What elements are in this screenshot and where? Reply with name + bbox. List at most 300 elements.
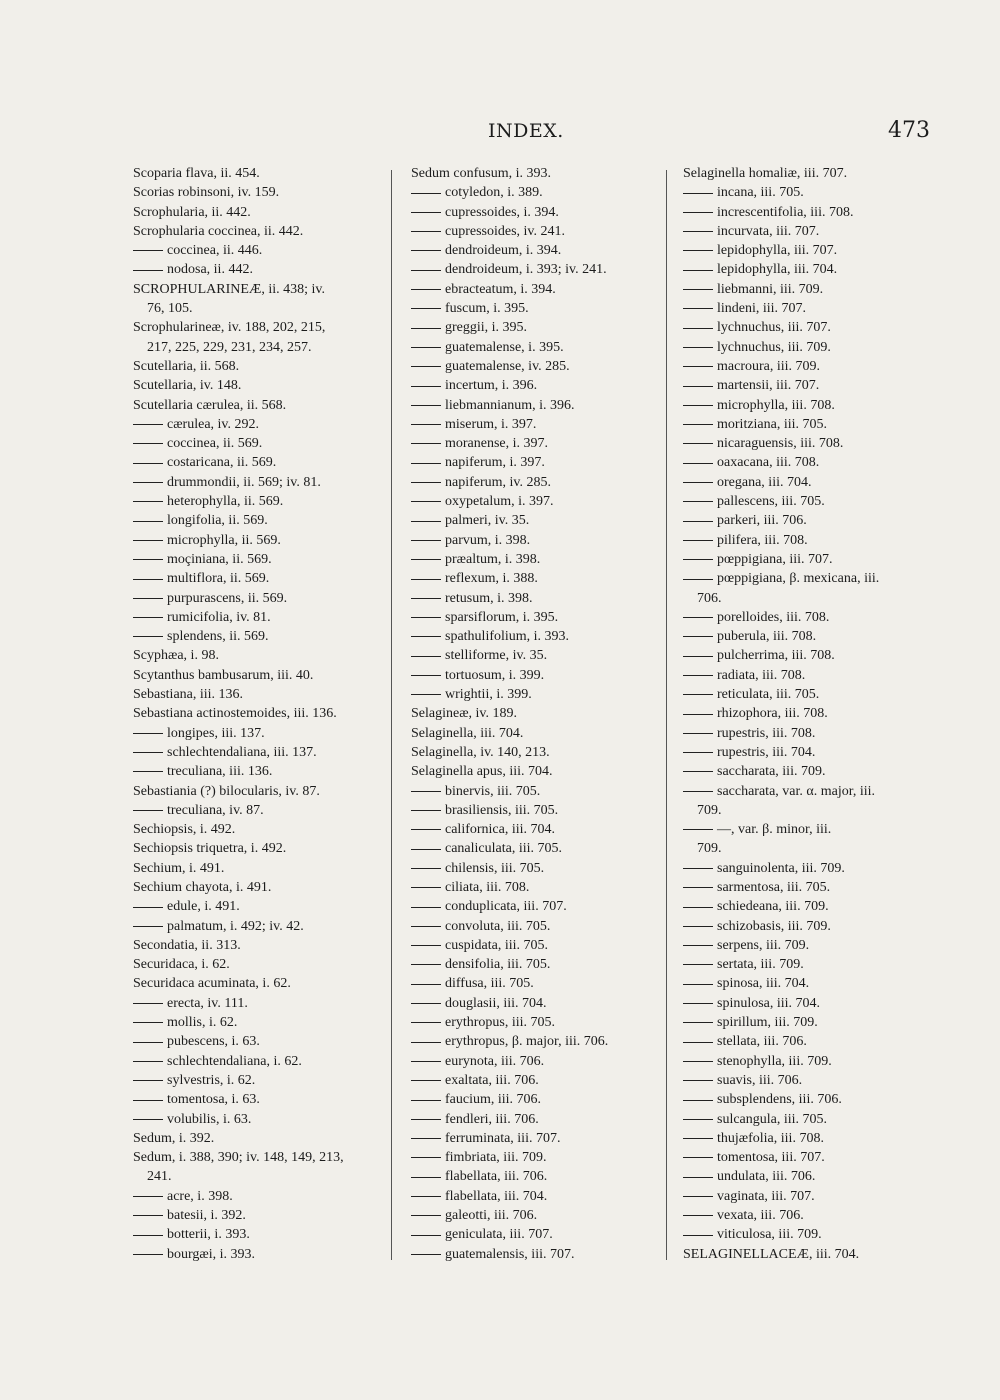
index-entry xyxy=(411,646,651,665)
index-entry xyxy=(411,839,651,858)
index-entry xyxy=(411,627,651,646)
index-entry-text: convoluta, iii. 705. xyxy=(445,918,551,934)
index-entry-text: napiferum, i. 397. xyxy=(445,455,545,471)
ditto-dash xyxy=(411,386,441,387)
index-entry-text: flabellata, iii. 706. xyxy=(445,1169,548,1185)
index-entry-text: Scytanthus bambusarum, iii. 40. xyxy=(133,667,314,683)
ditto-dash xyxy=(683,926,713,927)
ditto-dash xyxy=(411,1254,441,1255)
index-entry-text: liebmannianum, i. 396. xyxy=(445,397,575,413)
index-entry xyxy=(411,1110,651,1129)
index-entry xyxy=(683,473,913,492)
ditto-dash xyxy=(133,424,163,425)
index-entry-text: acre, i. 398. xyxy=(167,1188,233,1204)
index-entry xyxy=(411,1225,651,1244)
index-entry xyxy=(683,376,913,395)
index-entry xyxy=(133,164,383,183)
index-entry xyxy=(411,318,651,337)
index-entry xyxy=(133,589,383,608)
index-entry-text: serpens, iii. 709. xyxy=(717,937,810,953)
index-entry xyxy=(411,376,651,395)
ditto-dash xyxy=(411,579,441,580)
index-entry xyxy=(133,994,383,1013)
index-entry-text: wrightii, i. 399. xyxy=(445,687,532,703)
index-entry-text: Sechium, i. 491. xyxy=(133,860,225,876)
ditto-dash xyxy=(683,617,713,618)
index-entry-text: lepidophylla, iii. 704. xyxy=(717,262,838,278)
index-entry xyxy=(133,299,383,318)
index-entry-text: Scrophularineæ, iv. 188, 202, 215, xyxy=(133,320,326,336)
ditto-dash xyxy=(133,463,163,464)
index-entry xyxy=(683,608,913,627)
index-entry-text: californica, iii. 704. xyxy=(445,822,556,838)
index-entry xyxy=(411,550,651,569)
ditto-dash xyxy=(411,636,441,637)
index-entry-text: rhizophora, iii. 708. xyxy=(717,706,828,722)
index-entry xyxy=(133,1225,383,1244)
ditto-dash xyxy=(683,443,713,444)
index-entry xyxy=(411,897,651,916)
index-entry-text: increscentifolia, iii. 708. xyxy=(717,204,854,220)
ditto-dash xyxy=(411,984,441,985)
index-entry-text: lindeni, iii. 707. xyxy=(717,301,807,317)
index-entry-text: præaltum, i. 398. xyxy=(445,551,541,567)
index-entry-text: Scutellaria, iv. 148. xyxy=(133,378,242,394)
index-entry xyxy=(411,704,651,723)
index-entry-text: moranense, i. 397. xyxy=(445,436,549,452)
index-entry xyxy=(411,1013,651,1032)
ditto-dash xyxy=(683,231,713,232)
ditto-dash xyxy=(411,366,441,367)
index-entry xyxy=(683,897,913,916)
index-entry xyxy=(411,801,651,820)
index-entry xyxy=(133,685,383,704)
ditto-dash xyxy=(683,675,713,676)
index-entry-text: thujæfolia, iii. 708. xyxy=(717,1130,824,1146)
ditto-dash xyxy=(411,424,441,425)
index-entry xyxy=(683,936,913,955)
index-entry xyxy=(683,820,913,839)
index-entry-text: Selaginella apus, iii. 704. xyxy=(411,764,553,780)
index-entry xyxy=(411,666,651,685)
column-rule xyxy=(666,170,667,1260)
index-entry xyxy=(683,569,913,588)
index-entry xyxy=(133,1129,383,1148)
index-entry xyxy=(133,1013,383,1032)
index-entry xyxy=(683,589,913,608)
index-entry-text: ferruminata, iii. 707. xyxy=(445,1130,561,1146)
ditto-dash xyxy=(683,1157,713,1158)
ditto-dash xyxy=(683,984,713,985)
ditto-dash xyxy=(683,752,713,753)
index-entry-text: reflexum, i. 388. xyxy=(445,571,538,587)
ditto-dash xyxy=(133,1235,163,1236)
index-entry-text: longifolia, ii. 569. xyxy=(167,513,268,529)
ditto-dash xyxy=(683,463,713,464)
index-entry-text: ciliata, iii. 708. xyxy=(445,879,530,895)
index-entry xyxy=(133,1167,383,1186)
ditto-dash xyxy=(683,714,713,715)
ditto-dash xyxy=(683,1003,713,1004)
index-entry xyxy=(683,743,913,762)
ditto-dash xyxy=(683,1022,713,1023)
index-entry-text: sertata, iii. 709. xyxy=(717,957,804,973)
index-entry xyxy=(683,318,913,337)
index-entry xyxy=(411,955,651,974)
index-entry-text: stenophylla, iii. 709. xyxy=(717,1053,832,1069)
index-entry-text: Selaginella homaliæ, iii. 707. xyxy=(683,166,848,181)
ditto-dash xyxy=(683,733,713,734)
index-entry-text: Securidaca, i. 62. xyxy=(133,957,230,973)
index-entry xyxy=(411,743,651,762)
index-entry-text: lychnuchus, iii. 707. xyxy=(717,320,831,336)
index-entry-text: exaltata, iii. 706. xyxy=(445,1072,539,1088)
index-entry-text: guatemalense, i. 395. xyxy=(445,339,564,355)
index-entry xyxy=(133,743,383,762)
ditto-dash xyxy=(411,405,441,406)
index-entry xyxy=(683,1013,913,1032)
index-entry xyxy=(411,917,651,936)
index-entry-text: edule, i. 491. xyxy=(167,899,240,915)
index-entry-text: miserum, i. 397. xyxy=(445,416,537,432)
index-entry xyxy=(683,646,913,665)
index-entry xyxy=(683,955,913,974)
index-entry xyxy=(133,878,383,897)
ditto-dash xyxy=(683,521,713,522)
index-entry xyxy=(133,376,383,395)
index-entry xyxy=(683,1206,913,1225)
ditto-dash xyxy=(411,829,441,830)
index-entry-text: sulcangula, iii. 705. xyxy=(717,1111,828,1127)
index-entry xyxy=(411,280,651,299)
ditto-dash xyxy=(411,1100,441,1101)
index-entry xyxy=(133,782,383,801)
ditto-dash xyxy=(683,771,713,772)
index-entry xyxy=(683,396,913,415)
index-entry-text: Scyphæa, i. 98. xyxy=(133,648,219,664)
ditto-dash xyxy=(683,366,713,367)
ditto-dash xyxy=(683,193,713,194)
index-entry xyxy=(683,492,913,511)
ditto-dash xyxy=(411,289,441,290)
index-entry-text: purpurascens, ii. 569. xyxy=(167,590,288,606)
ditto-dash xyxy=(411,559,441,560)
index-entry xyxy=(411,299,651,318)
index-entry-text: fimbriata, iii. 709. xyxy=(445,1150,547,1166)
index-entry-text: Secondatia, ii. 313. xyxy=(133,937,241,953)
index-entry-text: radiata, iii. 708. xyxy=(717,667,806,683)
index-entry-text: douglasii, iii. 704. xyxy=(445,995,547,1011)
index-entry xyxy=(683,1167,913,1186)
index-entry-text: geniculata, iii. 707. xyxy=(445,1227,553,1243)
index-entry-text: eurynota, iii. 706. xyxy=(445,1053,545,1069)
index-entry xyxy=(133,415,383,434)
ditto-dash xyxy=(411,193,441,194)
index-entry-text: nicaraguensis, iii. 708. xyxy=(717,436,844,452)
ditto-dash xyxy=(133,1196,163,1197)
ditto-dash xyxy=(133,598,163,599)
index-entry-text: Sebastiana, iii. 136. xyxy=(133,687,244,703)
ditto-dash xyxy=(683,868,713,869)
index-column-3 xyxy=(683,164,913,1264)
index-entry xyxy=(411,453,651,472)
index-entry-text: Scrophularia coccinea, ii. 442. xyxy=(133,223,304,239)
index-entry xyxy=(133,955,383,974)
index-entry-text: Sebastiana actinostemoides, iii. 136. xyxy=(133,706,337,722)
index-entry xyxy=(133,318,383,337)
index-entry xyxy=(683,666,913,685)
index-entry xyxy=(411,164,651,183)
ditto-dash xyxy=(411,347,441,348)
ditto-dash xyxy=(683,386,713,387)
index-entry-text: Selaginella, iii. 704. xyxy=(411,725,524,741)
index-entry-text: microphylla, ii. 569. xyxy=(167,532,281,548)
index-entry-text: SCROPHULARINEÆ, ii. 438; iv. xyxy=(133,281,326,297)
index-entry-text: cupressoides, i. 394. xyxy=(445,204,559,220)
index-entry xyxy=(133,627,383,646)
ditto-dash xyxy=(411,1215,441,1216)
index-entry xyxy=(683,434,913,453)
index-entry xyxy=(683,724,913,743)
ditto-dash xyxy=(411,907,441,908)
ditto-dash xyxy=(683,656,713,657)
ditto-dash xyxy=(133,579,163,580)
index-entry xyxy=(133,222,383,241)
index-entry-text: treculiana, iii. 136. xyxy=(167,764,273,780)
index-entry-text: parvum, i. 398. xyxy=(445,532,531,548)
index-entry-text: cærulea, iv. 292. xyxy=(167,416,260,432)
ditto-dash xyxy=(411,656,441,657)
index-entry xyxy=(133,859,383,878)
index-entry xyxy=(683,685,913,704)
column-rule xyxy=(391,170,392,1260)
index-entry-text: saccharata, iii. 709. xyxy=(717,764,826,780)
index-entry xyxy=(133,569,383,588)
ditto-dash xyxy=(683,501,713,502)
ditto-dash xyxy=(411,598,441,599)
index-entry xyxy=(133,338,383,357)
index-entry xyxy=(133,897,383,916)
index-entry-text: Sedum, i. 392. xyxy=(133,1130,215,1146)
index-entry xyxy=(683,994,913,1013)
index-entry xyxy=(133,183,383,202)
index-entry-text: brasiliensis, iii. 705. xyxy=(445,802,559,818)
index-entry xyxy=(411,1090,651,1109)
index-entry xyxy=(411,1032,651,1051)
index-entry xyxy=(133,917,383,936)
index-entry-text: rupestris, iii. 708. xyxy=(717,725,816,741)
ditto-dash xyxy=(411,887,441,888)
ditto-dash xyxy=(683,405,713,406)
index-entry-text: splendens, ii. 569. xyxy=(167,629,269,645)
index-entry xyxy=(683,1032,913,1051)
index-entry xyxy=(411,1167,651,1186)
ditto-dash xyxy=(411,501,441,502)
ditto-dash xyxy=(411,868,441,869)
ditto-dash xyxy=(683,424,713,425)
ditto-dash xyxy=(683,1235,713,1236)
index-entry xyxy=(411,724,651,743)
index-entry xyxy=(133,1206,383,1225)
index-entry-text: Sedum, i. 388, 390; iv. 148, 149, 213, xyxy=(133,1150,344,1166)
index-entry-text: reticulata, iii. 705. xyxy=(717,687,820,703)
index-entry-text: stellata, iii. 706. xyxy=(717,1034,807,1050)
index-entry xyxy=(133,1052,383,1071)
index-entry xyxy=(683,1225,913,1244)
index-entry xyxy=(133,762,383,781)
index-entry xyxy=(683,1110,913,1129)
index-entry xyxy=(411,338,651,357)
ditto-dash xyxy=(683,1196,713,1197)
ditto-dash xyxy=(133,1022,163,1023)
ditto-dash xyxy=(133,617,163,618)
index-entry xyxy=(133,801,383,820)
ditto-dash xyxy=(133,1215,163,1216)
ditto-dash xyxy=(683,482,713,483)
index-entry-text: martensii, iii. 707. xyxy=(717,378,820,394)
index-entry xyxy=(411,1206,651,1225)
ditto-dash xyxy=(133,752,163,753)
ditto-dash xyxy=(411,791,441,792)
index-entry xyxy=(411,434,651,453)
ditto-dash xyxy=(411,1196,441,1197)
ditto-dash xyxy=(683,1177,713,1178)
ditto-dash xyxy=(411,1080,441,1081)
index-entry xyxy=(411,782,651,801)
ditto-dash xyxy=(133,1042,163,1043)
ditto-dash xyxy=(683,964,713,965)
index-entry xyxy=(683,222,913,241)
index-entry xyxy=(683,357,913,376)
ditto-dash xyxy=(411,849,441,850)
index-entry-text: 709. xyxy=(697,841,722,857)
index-entry-text: 241. xyxy=(147,1169,172,1185)
index-entry xyxy=(411,396,651,415)
index-entry xyxy=(683,241,913,260)
index-entry xyxy=(411,473,651,492)
index-entry-text: volubilis, i. 63. xyxy=(167,1111,252,1127)
index-entry-text: conduplicata, iii. 707. xyxy=(445,899,567,915)
index-entry-text: cuspidata, iii. 705. xyxy=(445,937,549,953)
index-entry-text: pulcherrima, iii. 708. xyxy=(717,648,835,664)
ditto-dash xyxy=(133,1119,163,1120)
index-entry-text: Scorias robinsoni, iv. 159. xyxy=(133,185,280,201)
index-entry xyxy=(411,608,651,627)
index-entry-text: sanguinolenta, iii. 709. xyxy=(717,860,845,876)
ditto-dash xyxy=(411,1119,441,1120)
ditto-dash xyxy=(133,270,163,271)
index-entry xyxy=(411,415,651,434)
index-entry-text: tortuosum, i. 399. xyxy=(445,667,545,683)
index-entry xyxy=(411,492,651,511)
index-entry-text: sylvestris, i. 62. xyxy=(167,1072,256,1088)
index-entry-text: palmatum, i. 492; iv. 42. xyxy=(167,918,304,934)
index-entry-text: dendroideum, i. 394. xyxy=(445,243,562,259)
index-entry-text: guatemalense, iv. 285. xyxy=(445,358,570,374)
index-entry xyxy=(411,994,651,1013)
ditto-dash xyxy=(683,250,713,251)
ditto-dash xyxy=(411,1003,441,1004)
ditto-dash xyxy=(411,694,441,695)
index-entry xyxy=(683,183,913,202)
index-entry-text: cupressoides, iv. 241. xyxy=(445,223,566,239)
index-entry xyxy=(683,203,913,222)
index-entry-text: pœppigiana, β. mexicana, iii. xyxy=(717,571,880,587)
index-entry xyxy=(411,241,651,260)
index-entry xyxy=(411,569,651,588)
index-entry xyxy=(683,280,913,299)
index-entry xyxy=(133,820,383,839)
index-entry-text: spirillum, iii. 709. xyxy=(717,1015,818,1031)
ditto-dash xyxy=(133,810,163,811)
index-entry xyxy=(133,608,383,627)
ditto-dash xyxy=(133,733,163,734)
ditto-dash xyxy=(683,1138,713,1139)
index-entry xyxy=(411,357,651,376)
ditto-dash xyxy=(411,308,441,309)
index-entry xyxy=(133,646,383,665)
index-entry xyxy=(411,936,651,955)
ditto-dash xyxy=(411,1042,441,1043)
index-entry xyxy=(133,936,383,955)
index-entry xyxy=(133,1110,383,1129)
ditto-dash xyxy=(683,308,713,309)
index-entry-text: Scoparia flava, ii. 454. xyxy=(133,166,260,181)
index-entry-text: sarmentosa, iii. 705. xyxy=(717,879,831,895)
ditto-dash xyxy=(683,829,713,830)
ditto-dash xyxy=(411,212,441,213)
ditto-dash xyxy=(411,463,441,464)
index-entry-text: erythropus, β. major, iii. 706. xyxy=(445,1034,609,1050)
index-entry xyxy=(411,974,651,993)
index-entry-text: pœppigiana, iii. 707. xyxy=(717,551,833,567)
index-entry xyxy=(411,762,651,781)
index-entry xyxy=(683,550,913,569)
ditto-dash xyxy=(133,482,163,483)
ditto-dash xyxy=(683,945,713,946)
ditto-dash xyxy=(411,675,441,676)
index-entry-text: 76, 105. xyxy=(147,301,193,317)
index-entry xyxy=(133,434,383,453)
index-entry xyxy=(683,260,913,279)
index-entry xyxy=(683,338,913,357)
index-entry-text: tomentosa, i. 63. xyxy=(167,1092,260,1108)
index-entry-text: SELAGINELLACEÆ, iii. 704. xyxy=(683,1246,860,1262)
index-entry xyxy=(133,974,383,993)
index-entry xyxy=(133,260,383,279)
index-entry xyxy=(411,511,651,530)
ditto-dash xyxy=(411,1022,441,1023)
index-entry-text: Sechiopsis, i. 492. xyxy=(133,822,236,838)
index-entry xyxy=(683,704,913,723)
index-entry-text: botterii, i. 393. xyxy=(167,1227,250,1243)
ditto-dash xyxy=(133,501,163,502)
index-entry-text: subsplendens, iii. 706. xyxy=(717,1092,842,1108)
ditto-dash xyxy=(133,1254,163,1255)
index-entry xyxy=(411,1071,651,1090)
index-entry xyxy=(133,550,383,569)
index-entry-text: porelloides, iii. 708. xyxy=(717,609,830,625)
index-entry xyxy=(683,839,913,858)
index-entry xyxy=(411,1245,651,1264)
index-entry-text: spinulosa, iii. 704. xyxy=(717,995,821,1011)
index-entry-text: ebracteatum, i. 394. xyxy=(445,281,556,297)
ditto-dash xyxy=(683,887,713,888)
index-entry-text: rupestris, iii. 704. xyxy=(717,744,816,760)
ditto-dash xyxy=(683,1080,713,1081)
index-entry xyxy=(411,820,651,839)
index-entry-text: vexata, iii. 706. xyxy=(717,1208,804,1224)
